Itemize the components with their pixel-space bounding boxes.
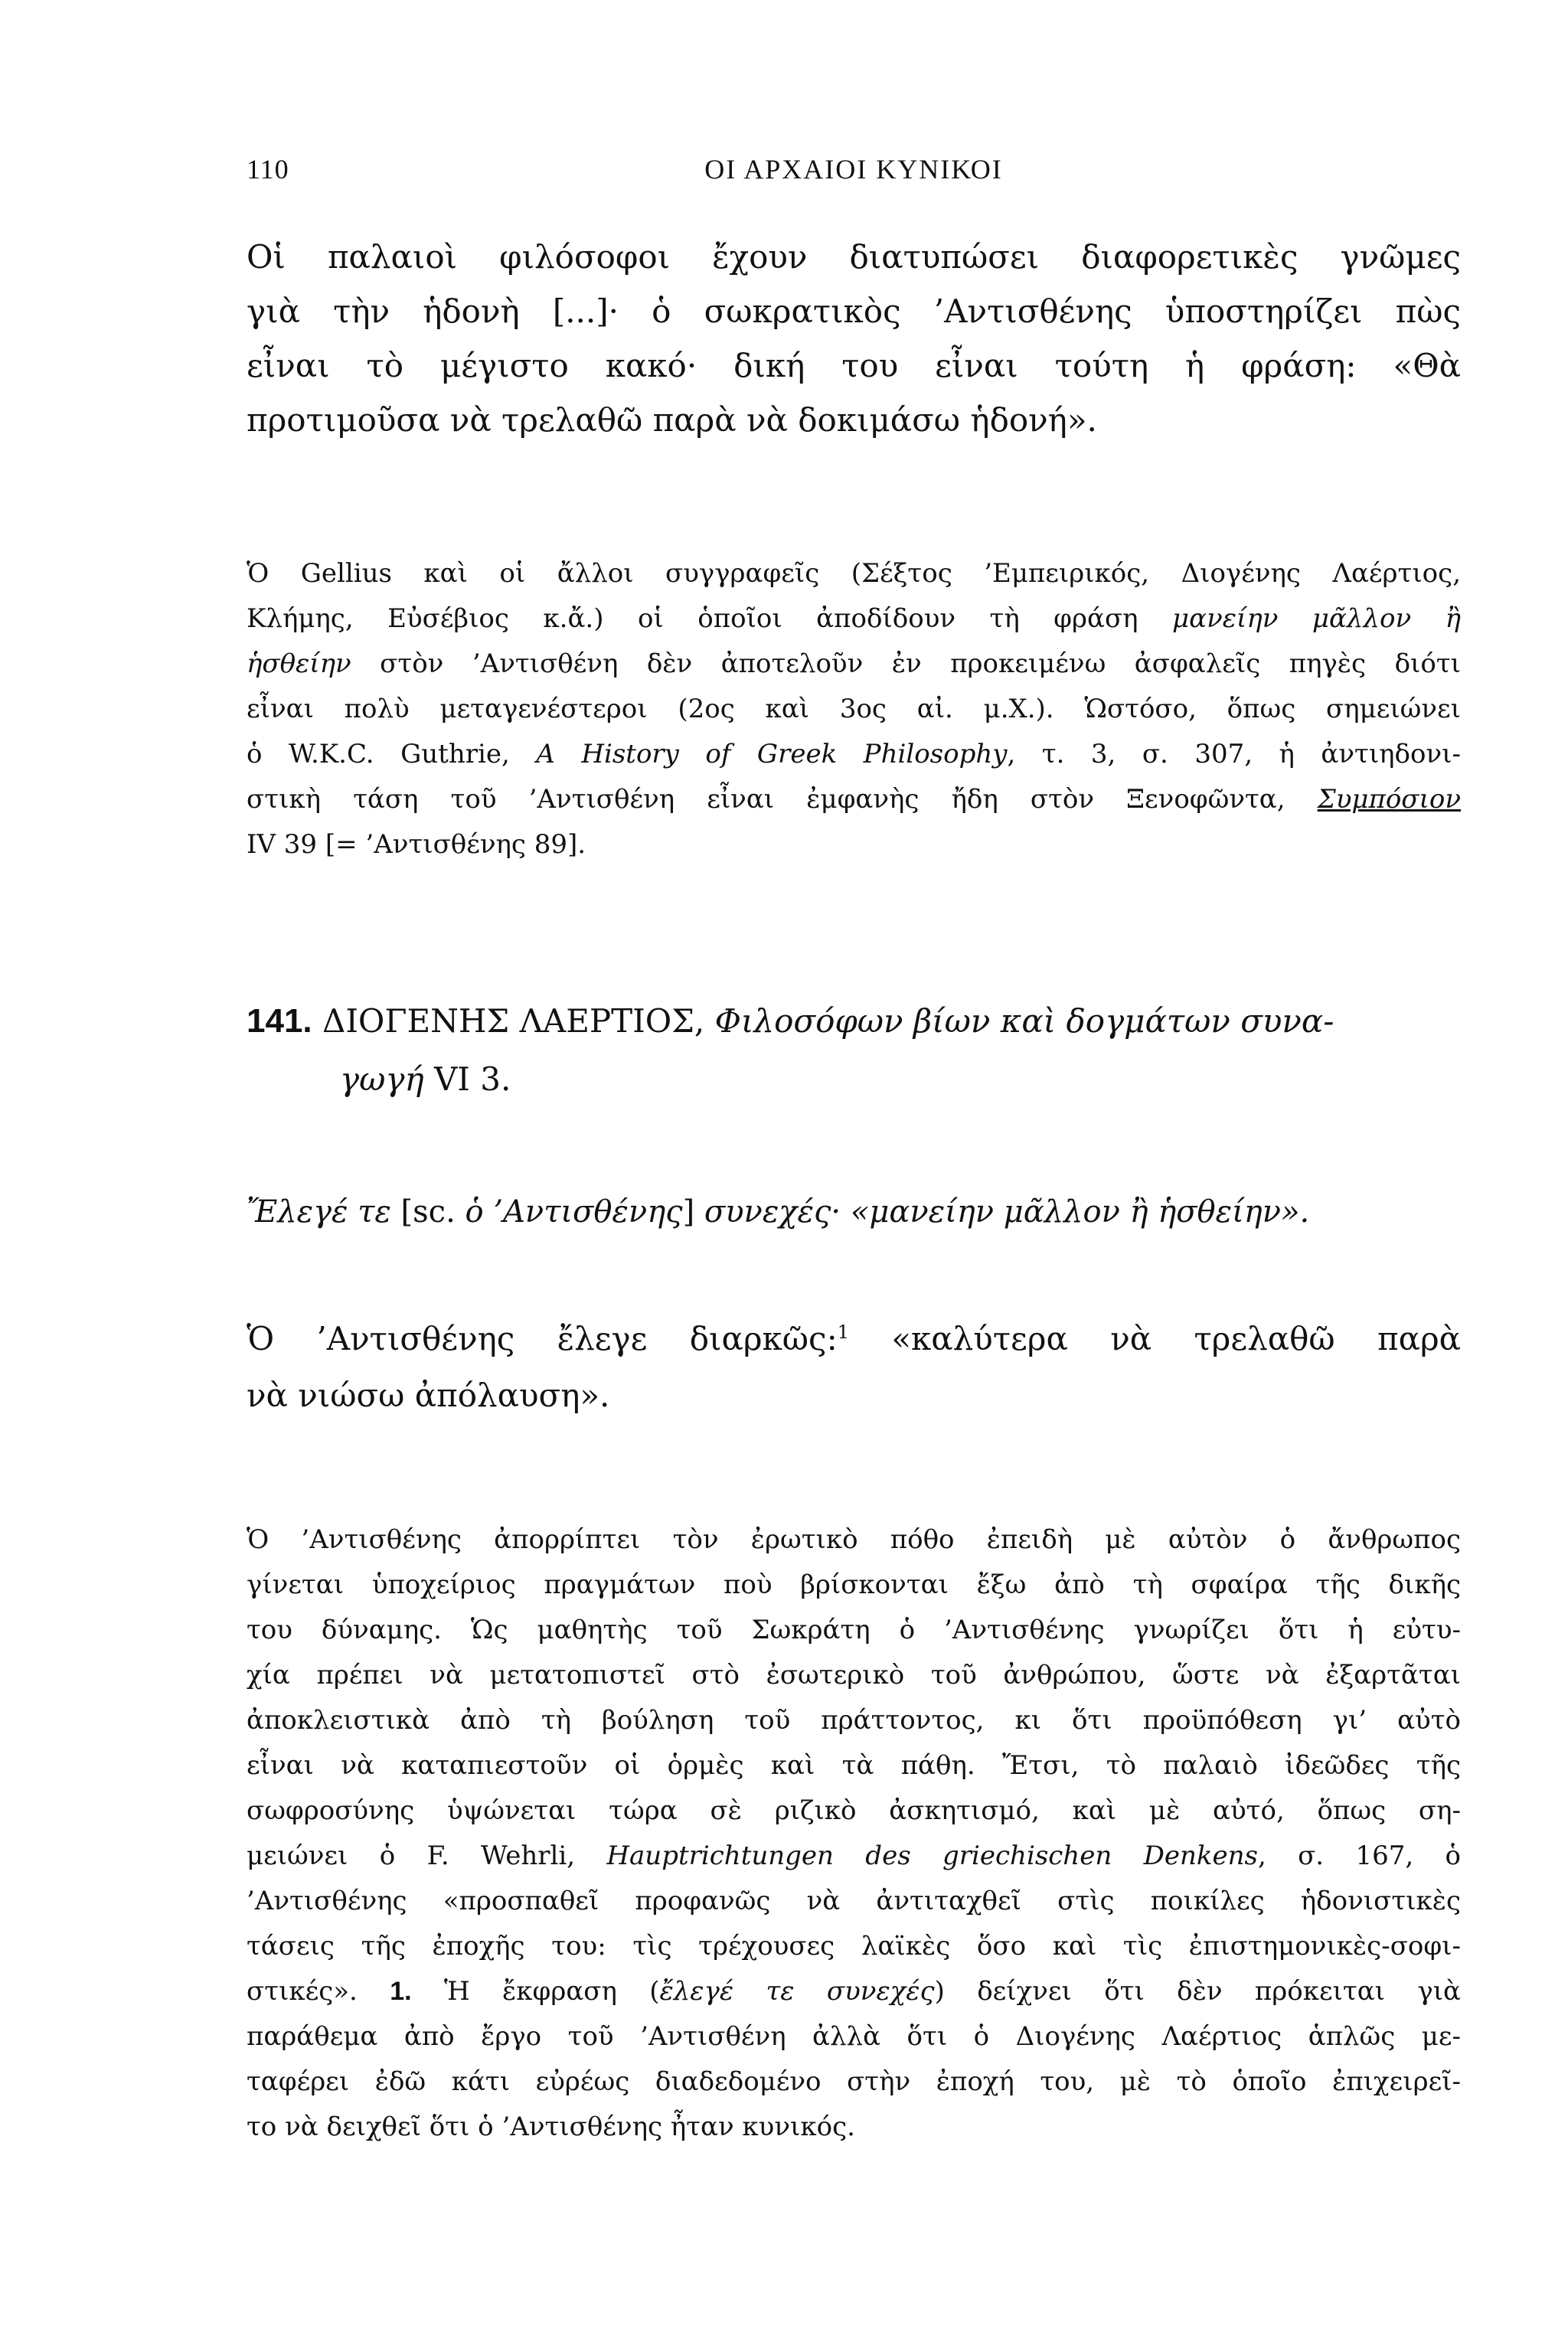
page-number: 110 — [247, 154, 289, 185]
section-title-cont: γωγή — [340, 1060, 424, 1098]
text-line: χία πρέπει νὰ μετατοπιστεῖ στὸ ἐσωτερικὸ τοῦ ἀνθρώπου, ὥστε νὰ ἐξαρτᾶται — [247, 1660, 1461, 1690]
text-line: εἶναι τὸ μέγιστο κακό· δική του εἶναι τούτη ἡ φράση: «Θὰ — [247, 347, 1461, 384]
section-title: Φιλοσόφων βίων καὶ δογμάτων συνα- — [714, 1002, 1334, 1040]
text-line: του δύναμης. Ὡς μαθητὴς τοῦ Σωκράτη ὁ ’Αντισθένης γνωρίζει ὅτι ἡ εὐτυ- — [247, 1615, 1461, 1645]
text-line: ὁ W.K.C. Guthrie, A History of Greek Philosophy, τ. 3, σ. 307, ἡ ἀντιηδονι- — [247, 739, 1461, 769]
text-line: ταφέρει ἐδῶ κάτι εὐρέως διαδεδομένο στὴν ἐποχή του, μὲ τὸ ὁποῖο ἐπιχειρεῖ- — [247, 2066, 1461, 2097]
text-line: στικές». 1. Ἡ ἔκφραση (ἔλεγέ τε συνεχές) δείχνει ὅτι δὲν πρόκειται γιὰ — [247, 1976, 1461, 2007]
note-paragraph — [247, 551, 1461, 867]
translation — [247, 1311, 1461, 1424]
text-line: Ὁ ’Αντισθένης ἔλεγε διαρκῶς:$^1$ «καλύτερα νὰ τρελαθῶ παρὰ — [247, 1320, 1461, 1357]
footnote-ref: 1 — [837, 1321, 850, 1343]
running-head: ΟΙ ΑΡΧΑΙΟΙ ΚΥΝΙΚΟΙ — [704, 154, 1003, 185]
text-line: ἀποκλειστικὰ ἀπὸ τὴ βούληση τοῦ πράττοντος, κι ὅτι προϋπόθεση γι’ αὐτὸ — [247, 1705, 1461, 1736]
text-line: Ὁ ’Αντισθένης ἀπορρίπτει τὸν ἐρωτικὸ πόθο ἐπειδὴ μὲ αὐτὸν ὁ ἄνθρωπος — [247, 1524, 1461, 1555]
text-line: το νὰ δειχθεῖ ὅτι ὁ ’Αντισθένης ἦταν κυνικός. — [247, 2112, 855, 2142]
text-line: γίνεται ὑποχείριος πραγμάτων ποὺ βρίσκονται ἔξω ἀπὸ τὴ σφαίρα τῆς δικῆς — [247, 1569, 1461, 1600]
text-line: Κλήμης, Εὐσέβιος κ.ἄ.) οἱ ὁποῖοι ἀποδίδουν τὴ φράση μανείην μᾶλλον ἢ — [247, 603, 1461, 634]
text-line: γιὰ τὴν ἡδονὴ [...]· ὁ σωκρατικὸς ’Αντισθένης ὑποστηρίζει πὼς — [247, 292, 1461, 330]
section-heading — [247, 992, 1461, 1109]
text-line: εἶναι πολὺ μεταγενέστεροι (2ος καὶ 3ος αἰ. μ.Χ.). Ὡστόσο, ὅπως σημειώνει — [247, 694, 1461, 724]
section-number: 141. — [247, 1002, 312, 1040]
text-line: μειώνει ὁ F. Wehrli, Hauptrichtungen des griechischen Denkens, σ. 167, ὁ — [247, 1841, 1461, 1871]
text-line: Ὁ Gellius καὶ οἱ ἄλλοι συγγραφεῖς (Σέξτος ’Εμπειρικός, Διογένης Λαέρτιος, — [247, 558, 1461, 589]
text-line: ἡσθείην στὸν ’Αντισθένη δὲν ἀποτελοῦν ἐν προκειμένω ἀσφαλεῖς πηγὲς διότι — [247, 648, 1461, 679]
page-header — [247, 153, 1461, 199]
text-line: τάσεις τῆς ἐποχῆς του: τὶς τρέχουσες λαϊκὲς ὅσο καὶ τὶς ἐπιστημονικὲς-σοφι- — [247, 1931, 1461, 1961]
text-line: νὰ νιώσω ἀπόλαυση». — [247, 1377, 610, 1414]
section-ref: VI 3. — [423, 1060, 511, 1098]
text-line: προτιμοῦσα νὰ τρελαθῶ παρὰ νὰ δοκιμάσω ἡδονή». — [247, 401, 1097, 439]
greek-quote: Ἔλεγέ τε [sc. ὁ ’Αντισθένης] συνεχές· «μανείην μᾶλλον ἢ ἡσθείην». — [247, 1194, 1310, 1230]
text-line: IV 39 [= ’Αντισθένης 89]. — [247, 829, 586, 860]
text-line: παράθεμα ἀπὸ ἔργο τοῦ ’Αντισθένη ἀλλὰ ὅτι ὁ Διογένης Λαέρτιος ἁπλῶς με- — [247, 2021, 1461, 2052]
text-line: σωφροσύνης ὑψώνεται τώρα σὲ ριζικὸ ἀσκητισμό, καὶ μὲ αὐτό, ὅπως ση- — [247, 1795, 1461, 1826]
intro-paragraph — [247, 230, 1461, 447]
text-line: στικὴ τάση τοῦ ’Αντισθένη εἶναι ἐμφανὴς ἤδη στὸν Ξενοφῶντα, Συμπόσιον — [247, 784, 1461, 815]
text-line: Οἱ παλαιοὶ φιλόσοφοι ἔχουν διατυπώσει διαφορετικὲς γνῶμες — [247, 238, 1461, 276]
text-line: εἶναι νὰ καταπιεστοῦν οἱ ὁρμὲς καὶ τὰ πάθη. Ἔτσι, τὸ παλαιὸ ἰδεῶδες τῆς — [247, 1750, 1461, 1781]
commentary — [247, 1517, 1461, 2150]
section-author: ΔΙΟΓΕΝΗΣ ΛΑΕΡΤΙΟΣ, — [312, 1002, 715, 1040]
text-line: ’Αντισθένης «προσπαθεῖ προφανῶς νὰ ἀντιταχθεῖ στὶς ποικίλες ἡδονιστικὲς — [247, 1886, 1461, 1916]
